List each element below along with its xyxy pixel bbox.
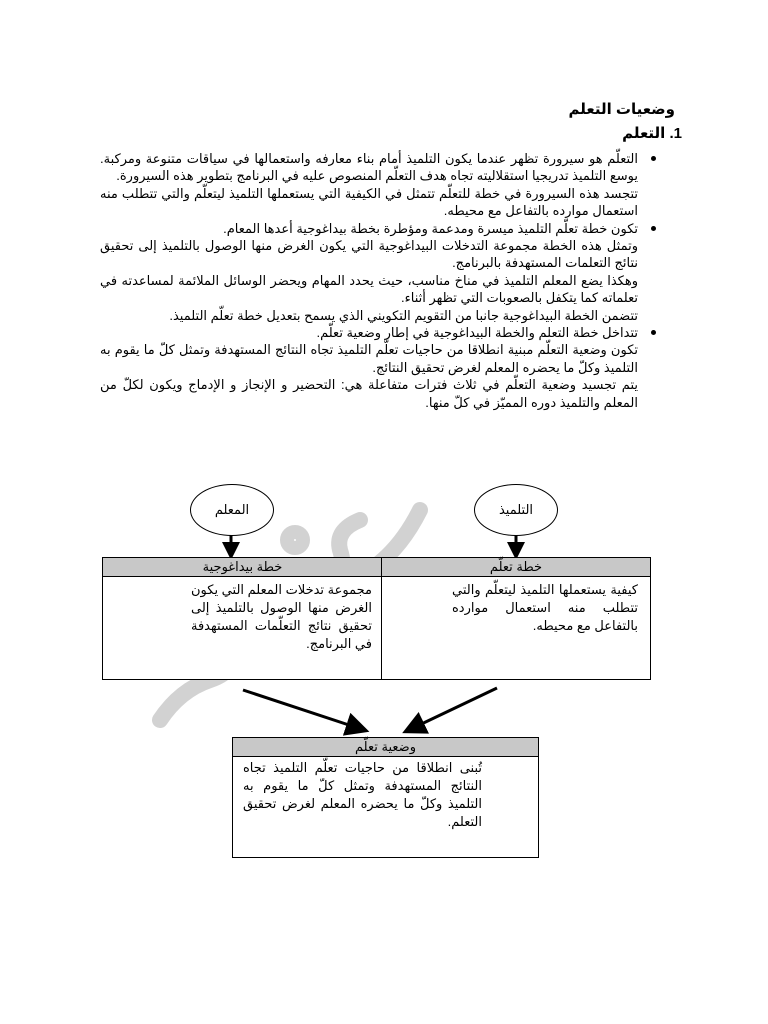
paragraph: تتجسد هذه السيرورة في خطة للتعلّم تتمثل في الكيفية التي يستعملها التلميذ ليتعلّم والتي تتطلب منه استعمال موارده بالتفاعل مع محيطه. bbox=[100, 185, 638, 219]
page-title: وضعيات التعلم bbox=[568, 101, 675, 118]
paragraph: وهكذا يضع المعلم التلميذ في مناخ مناسب، حيث يحدد المهام ويحضر الوسائل الملائمة لمساعدته في تعلماته كما يتكفل بالصعوبات التي تظهر أثناء. bbox=[100, 272, 638, 306]
paragraph: يتم تجسيد وضعية التعلّم في ثلاث فترات متفاعلة هي: التحضير و الإنجاز و الإدماج ويكون لكلّ من المعلم والتلميذ دوره المميّز في كلّ منها. bbox=[100, 377, 638, 410]
learning-situation-box bbox=[232, 737, 539, 858]
learning-plan-title: خطة تعلّم bbox=[382, 558, 650, 577]
paragraph: تتداخل خطة التعلم والخطة البيداغوجية في إطار وضعية تعلّم. bbox=[316, 325, 638, 341]
learning-situation-text: تُبنى انطلاقا من حاجيات تعلّم التلميذ تجاه النتائج المستهدفة وتمثل كلّ ما يقوم به التلميذ وكلّ ما يحضره المعلم لغرض تحقيق التعلم. bbox=[243, 760, 482, 829]
paragraph: تتضمن الخطة البيداغوجية جانبا من التقويم التكويني الذي يسمح بتعديل خطة تعلّم التلميذ. bbox=[169, 307, 638, 323]
paragraph: التعلّم هو سيرورة تظهر عندما يكون التلميذ أمام بناء معارفه واستعمالها في سياقات متنوعة ومركبة. يوسع التلميذ تدريجيا استقلاليته تجاه هدف التعلّم المنصوص عليه في البرنامج بتطوير هذه السيرورة. bbox=[100, 151, 638, 184]
paragraph: تكون وضعية التعلّم مبنية انطلاقا من حاجيات تعلّم التلميذ تجاه النتائج المستهدفة وتمثل كلّ ما يقوم به التلميذ وكلّ ما يحضره المعلم لغرض تحقيق النتائج. bbox=[100, 342, 638, 375]
teacher-oval: المعلم bbox=[190, 484, 274, 536]
section-heading: 1. التعلم bbox=[622, 125, 682, 142]
pedagogical-plan-title: خطة بيداغوجية bbox=[103, 558, 382, 577]
learning-situation-title: وضعية تعلّم bbox=[233, 738, 538, 757]
learning-plan-text: كيفية يستعملها التلميذ ليتعلّم والتي تتطلب منه استعمال موارده بالتفاعل مع محيطه. bbox=[452, 582, 638, 633]
pedagogical-plan-text: مجموعة تدخلات المعلم التي يكون الغرض منها الوصول بالتلميذ إلى تحقيق نتائج التعلّمات المستهدفة في البرنامج. bbox=[191, 582, 372, 651]
right-merge-arrow bbox=[413, 688, 497, 728]
paragraph: وتمثل هذه الخطة مجموعة التدخلات البيداغوجية التي يكون الغرض منها الوصول بالتلميذ إلى تحقيق نتائج التعلمات المستهدفة بالبرنامج. bbox=[100, 238, 638, 271]
pedagogical-plan-box bbox=[102, 557, 383, 680]
left-merge-arrow bbox=[243, 690, 358, 728]
student-oval: التلميذ bbox=[474, 484, 558, 536]
paragraph: تكون خطة تعلّم التلميذ ميسرة ومدعمة ومؤطرة بخطة بيداغوجية أعدها المعام. bbox=[223, 220, 638, 236]
learning-plan-box bbox=[381, 557, 651, 680]
